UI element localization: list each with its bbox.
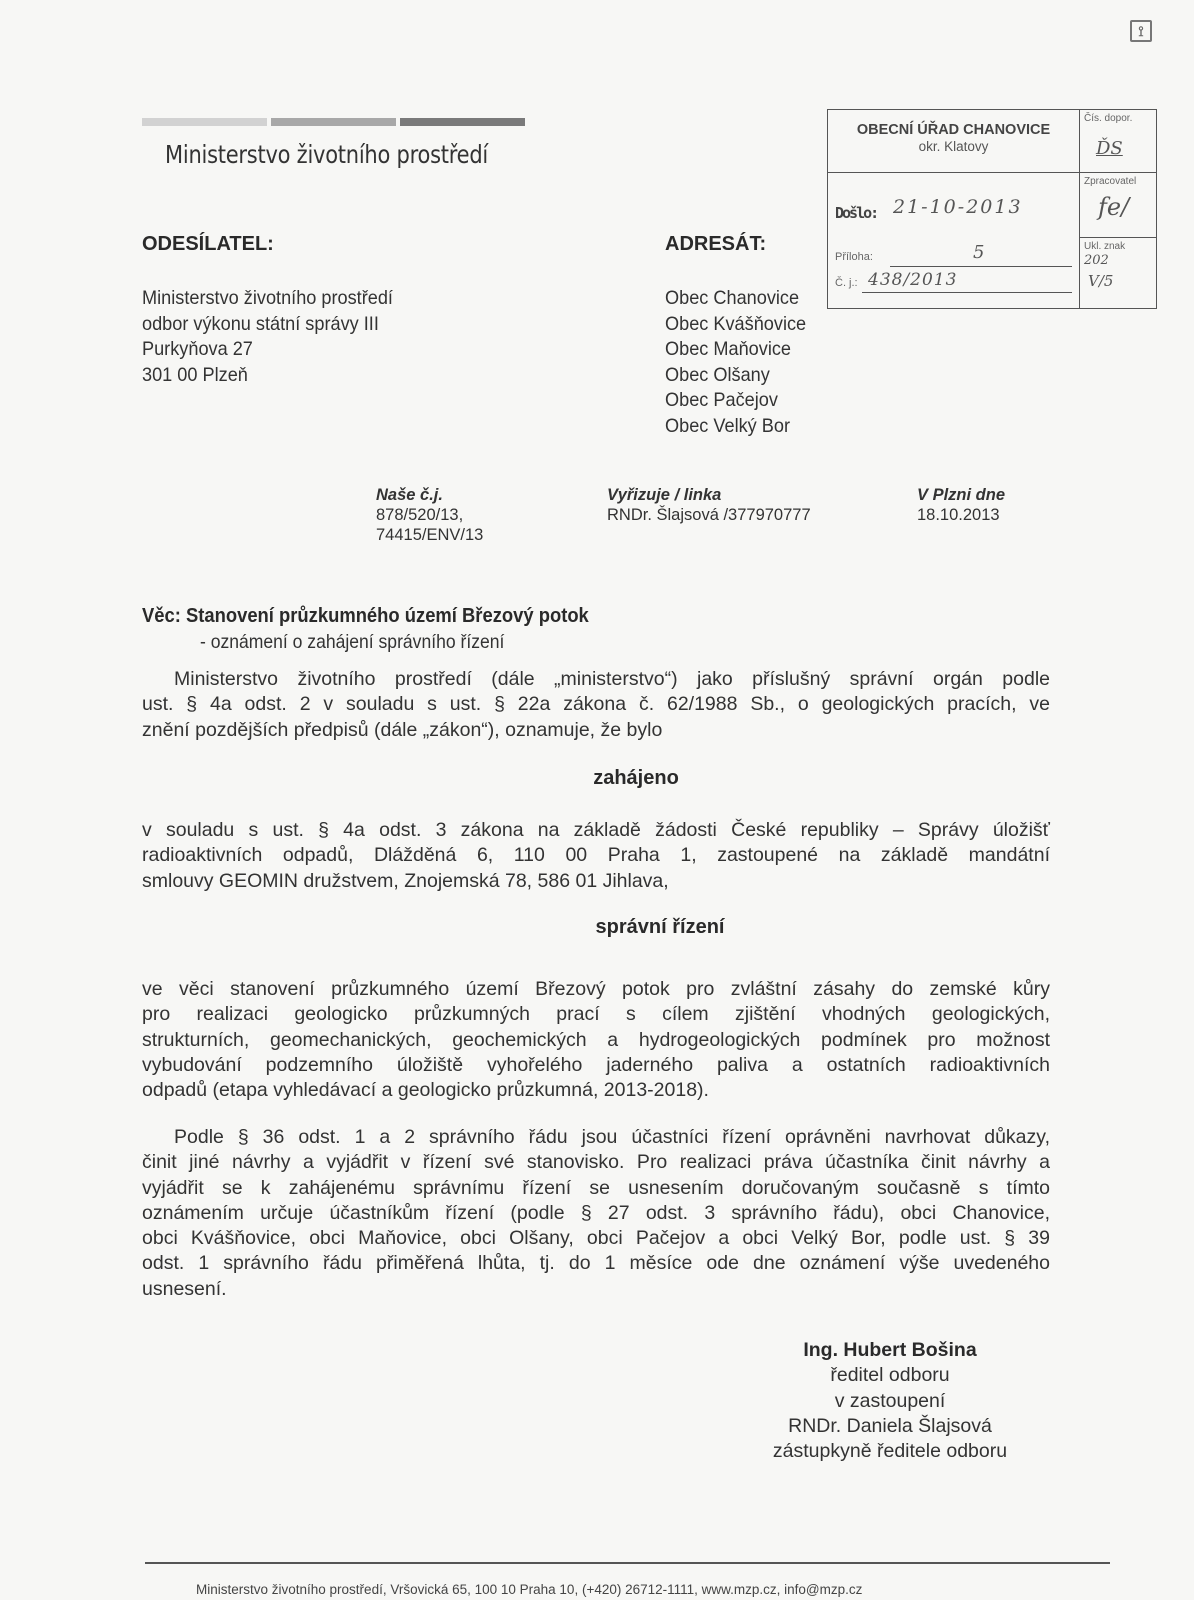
deputy-title: zástupkyně ředitele odboru <box>772 1440 1008 1463</box>
recipient-item: Obec Kvášňovice <box>665 312 807 335</box>
stamp-recommended-label: Čís. dopor. <box>1084 113 1133 124</box>
paragraph-applicant <box>142 818 1050 894</box>
stamp-attachment-label: Příloha: <box>835 251 873 263</box>
scanner-mark-icon: ⟟ <box>1130 20 1152 42</box>
signatory-on-behalf: v zastoupení <box>834 1389 946 1412</box>
logo-bar-dark <box>400 118 525 126</box>
recipient-heading: ADRESÁT: <box>665 233 767 255</box>
signature-block <box>740 1338 1040 1464</box>
sender-line: 301 00 Plzeň <box>142 363 248 386</box>
paragraph-line: znění pozdějších předpisů (dále „zákon“), oznamuje, že bylo <box>142 718 663 741</box>
stamp-main-section <box>828 110 1080 308</box>
registry-stamp <box>827 109 1157 309</box>
stamp-attachment-line <box>890 266 1072 267</box>
paragraph-line: usnesení. <box>142 1277 227 1300</box>
signatory-name: Ing. Hubert Bošina <box>803 1339 977 1361</box>
logo-bar-light <box>142 118 267 126</box>
our-reference-value: 74415/ENV/13 <box>376 526 484 544</box>
stamp-office-name: OBECNÍ ÚŘAD CHANOVICE <box>856 122 1051 138</box>
ministry-logo-bars <box>142 118 525 126</box>
paragraph-line: Ministerstvo životního prostředí (dále „ministerstvo“) jako příslušný správní orgán podle <box>174 668 1050 690</box>
paragraph-line: Podle § 36 odst. 1 a 2 správního řádu jsou účastníci řízení oprávněni navrhovat důkazy, <box>174 1126 1050 1148</box>
paragraph-line: ust. § 4a odst. 2 v souladu s ust. § 22a zákona č. 62/1988 Sb., o geologických pracích, ve <box>142 693 1050 716</box>
stamp-ref-line <box>862 292 1072 293</box>
paragraph-line: odpadů (etapa vyhledávací a geologicko průzkumná, 2013-2018). <box>142 1079 709 1102</box>
footer-contact: Ministerstvo životního prostředí, Vršovická 65, 100 10 Praha 10, (+420) 26712-1111, www.mzp.cz, info@mzp.cz <box>196 1582 863 1597</box>
recipient-item: Obec Velký Bor <box>665 414 790 437</box>
subject-subtitle: - oznámení o zahájení správního řízení <box>200 631 505 653</box>
stamp-header <box>828 110 1079 173</box>
subject-title: Věc: Stanovení průzkumného území Březový potok <box>142 605 589 627</box>
sender-address <box>142 286 393 388</box>
paragraph-line: ve věci stanovení průzkumného území Březový potok pro zvláštní zásahy do zemské kůry <box>142 978 1050 1000</box>
paragraph-intro <box>142 667 1050 743</box>
recipient-item: Obec Pačejov <box>665 389 778 411</box>
handled-by-value: RNDr. Šlajsová /377970777 <box>607 506 811 524</box>
paragraph-line: radioaktivních odpadů, Dlážděná 6, 110 00 Praha 1, zastoupené na základě mandátní <box>142 844 1050 867</box>
our-reference-value: 878/520/13, <box>376 506 464 524</box>
logo-bar-medium <box>271 118 396 126</box>
paragraph-line: strukturních, geomechanických, geochemických a hydrogeologických podmínek pro možnost <box>142 1028 1050 1051</box>
stamp-processor-signature: fe/ <box>1098 193 1130 221</box>
footer-divider <box>145 1562 1110 1564</box>
paragraph-line: vybudování podzemního úložiště vyhořelého jaderného paliva a ostatních radioaktivních <box>142 1053 1050 1076</box>
recipient-item: Obec Olšany <box>665 363 770 386</box>
stamp-district: okr. Klatovy <box>918 139 989 154</box>
paragraph-line: obci Kvášňovice, obci Maňovice, obci Olšany, obci Pačejov a obci Velký Bor, podle ust. § 39 <box>142 1227 1050 1250</box>
paragraph-line: vyjádřit se k zahájenému správnímu řízení se usnesením doručovaným současně s tímto <box>142 1176 1050 1199</box>
stamp-cell-filing <box>1080 238 1156 306</box>
our-reference <box>376 485 483 545</box>
recipient-item: Obec Maňovice <box>665 338 792 360</box>
signatory-title: ředitel odboru <box>830 1364 950 1387</box>
paragraph-line: v souladu s ust. § 4a odst. 3 zákona na základě žádosti České republiky – Správy úložišť <box>142 819 1050 841</box>
stamp-received-date: 21-10-2013 <box>893 196 1023 218</box>
paragraph-line: činit jiné návrhy a vyjádřit v řízení své stanovisko. Pro realizaci práva účastníka činit návrhy a <box>142 1151 1050 1174</box>
stamp-cell-recommended <box>1080 110 1156 173</box>
stamp-ref-label: Č. j.: <box>835 277 858 289</box>
heading-commenced: zahájeno <box>593 767 679 789</box>
letter-date-value: 18.10.2013 <box>917 506 1000 524</box>
stamp-filing-label: Ukl. znak <box>1084 241 1126 252</box>
handled-by-label: Vyřizuje / linka <box>607 486 722 504</box>
stamp-filing-mark: V/5 <box>1088 272 1114 290</box>
paragraph-line: smlouvy GEOMIN družstvem, Znojemská 78, 586 01 Jihlava, <box>142 869 669 892</box>
stamp-recommended-value: ĎS <box>1096 138 1123 159</box>
handled-by <box>607 485 811 525</box>
paragraph-line: odst. 1 správního řádu přiměřená lhůta, tj. do 1 měsíce ode dne oznámení výše uvedeného <box>142 1252 1050 1275</box>
paragraph-line: oznámením určuje účastníkům řízení (podle § 27 odst. 3 správního řádu), obci Chanovice, <box>142 1201 1050 1224</box>
paragraph-scope <box>142 977 1050 1103</box>
sender-line: Purkyňova 27 <box>142 338 253 360</box>
stamp-filing-code: 202 <box>1084 253 1109 268</box>
paragraph-line: pro realizaci geologicko průzkumných prací s cílem zjištění vhodných geologických, <box>142 1003 1050 1026</box>
stamp-attachment-value: 5 <box>973 242 985 263</box>
stamp-processor-label: Zpracovatel <box>1084 176 1137 187</box>
letter-date <box>917 485 1005 525</box>
stamp-ref-value: 438/2013 <box>868 270 958 290</box>
stamp-side-section <box>1080 110 1156 308</box>
heading-proceedings: správní řízení <box>595 916 725 938</box>
recipient-item: Obec Chanovice <box>665 287 800 309</box>
sender-line: Ministerstvo životního prostředí <box>142 287 393 309</box>
deputy-name: RNDr. Daniela Šlajsová <box>788 1414 992 1437</box>
stamp-received-label: Došlo: <box>835 204 878 222</box>
sender-line: odbor výkonu státní správy III <box>142 312 379 335</box>
our-reference-label: Naše č.j. <box>376 486 443 504</box>
recipient-list <box>665 286 806 439</box>
stamp-cell-processor <box>1080 173 1156 238</box>
paragraph-participants <box>142 1125 1050 1302</box>
ministry-logo-text: Ministerstvo životního prostředí <box>165 140 489 169</box>
sender-heading: ODESÍLATEL: <box>142 233 274 255</box>
letter-date-label: V Plzni dne <box>917 486 1006 504</box>
